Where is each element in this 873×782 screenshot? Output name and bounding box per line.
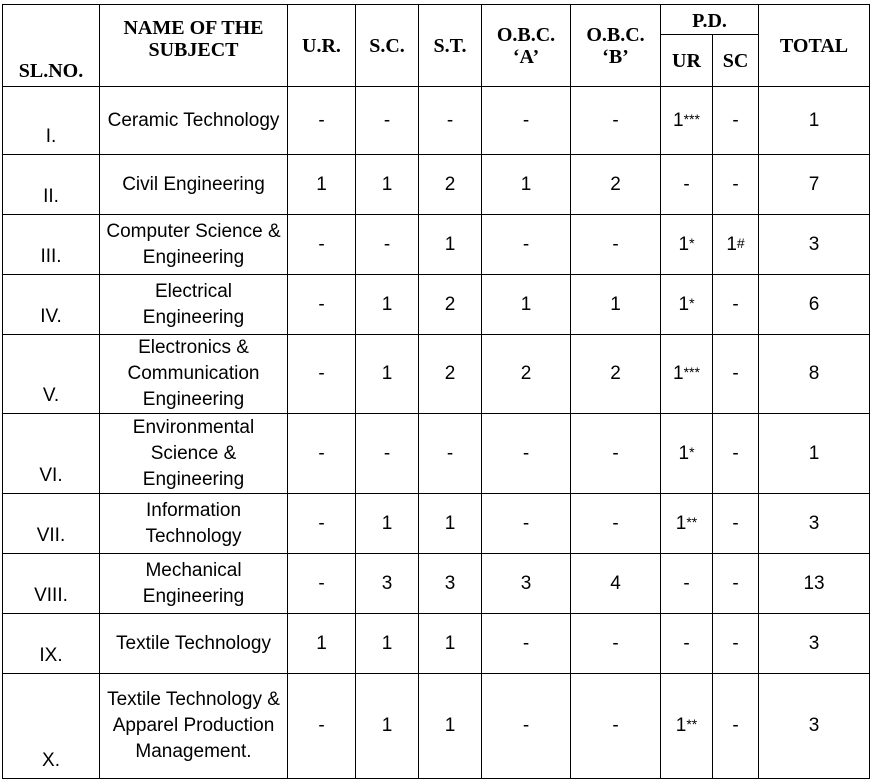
cell-obc-b: 2 (571, 155, 661, 215)
cell-sl-no: VI. (3, 414, 100, 494)
cell-ur: - (288, 414, 356, 494)
cell-st: 2 (419, 275, 482, 335)
table-row (3, 554, 870, 614)
cell-st: 2 (419, 155, 482, 215)
cell-total: 3 (759, 494, 870, 554)
table-header (3, 5, 870, 87)
cell-pd-sc: - (713, 87, 759, 155)
table-row (3, 414, 870, 494)
table-row (3, 335, 870, 414)
cell-obc-b: 2 (571, 335, 661, 414)
cell-subject: Textile Technology & Apparel Production Management. (100, 674, 288, 779)
table-row (3, 494, 870, 554)
cell-obc-b: - (571, 414, 661, 494)
cell-pd-ur: 1* (661, 275, 713, 335)
cell-subject: Textile Technology (100, 614, 288, 674)
cell-total: 3 (759, 614, 870, 674)
cell-subject: Ceramic Technology (100, 87, 288, 155)
cell-ur: - (288, 215, 356, 275)
cell-ur: - (288, 275, 356, 335)
cell-total: 8 (759, 335, 870, 414)
cell-sl-no: X. (3, 674, 100, 779)
cell-obc-a: - (482, 614, 571, 674)
cell-sl-no: IV. (3, 275, 100, 335)
cell-subject: Electrical Engineering (100, 275, 288, 335)
cell-obc-a: 1 (482, 155, 571, 215)
table-row (3, 275, 870, 335)
header-sc: S.C. (356, 5, 419, 87)
cell-pd-sc: - (713, 414, 759, 494)
cell-total: 13 (759, 554, 870, 614)
cell-obc-b: - (571, 215, 661, 275)
table-row (3, 155, 870, 215)
header-pd: P.D. (661, 5, 759, 35)
cell-st: - (419, 414, 482, 494)
cell-subject: Computer Science & Engineering (100, 215, 288, 275)
cell-pd-ur: 1*** (661, 335, 713, 414)
cell-ur: - (288, 335, 356, 414)
cell-total: 7 (759, 155, 870, 215)
cell-pd-ur: 1** (661, 494, 713, 554)
cell-obc-b: 4 (571, 554, 661, 614)
cell-obc-b: - (571, 494, 661, 554)
table-row (3, 614, 870, 674)
table-row (3, 674, 870, 779)
cell-st: 1 (419, 614, 482, 674)
cell-ur: - (288, 554, 356, 614)
header-pd-ur: UR (661, 35, 713, 87)
cell-obc-b: - (571, 674, 661, 779)
cell-pd-sc: - (713, 275, 759, 335)
cell-ur: - (288, 674, 356, 779)
cell-pd-ur: 1** (661, 674, 713, 779)
cell-pd-ur: 1* (661, 215, 713, 275)
cell-obc-b: - (571, 614, 661, 674)
seat-distribution-table (2, 4, 870, 779)
cell-subject: Environmental Science & Engineering (100, 414, 288, 494)
cell-sc: - (356, 414, 419, 494)
cell-pd-sc: - (713, 674, 759, 779)
cell-obc-a: - (482, 215, 571, 275)
cell-sl-no: IX. (3, 614, 100, 674)
cell-total: 1 (759, 414, 870, 494)
cell-pd-sc: - (713, 554, 759, 614)
cell-sc: 1 (356, 614, 419, 674)
cell-ur: - (288, 87, 356, 155)
cell-sl-no: III. (3, 215, 100, 275)
cell-st: 2 (419, 335, 482, 414)
cell-pd-ur: 1* (661, 414, 713, 494)
cell-obc-b: - (571, 87, 661, 155)
cell-st: 3 (419, 554, 482, 614)
cell-obc-a: 1 (482, 275, 571, 335)
cell-pd-sc: 1# (713, 215, 759, 275)
cell-obc-a: - (482, 674, 571, 779)
header-pd-sc: SC (713, 35, 759, 87)
cell-pd-ur: - (661, 614, 713, 674)
cell-pd-ur: 1*** (661, 87, 713, 155)
cell-subject: Mechanical Engineering (100, 554, 288, 614)
cell-obc-a: - (482, 87, 571, 155)
cell-subject: Civil Engineering (100, 155, 288, 215)
cell-total: 1 (759, 87, 870, 155)
header-obc-b: O.B.C. ‘B’ (571, 5, 661, 87)
cell-ur: - (288, 494, 356, 554)
table-row (3, 87, 870, 155)
header-obc-a: O.B.C. ‘A’ (482, 5, 571, 87)
cell-st: - (419, 87, 482, 155)
cell-total: 3 (759, 215, 870, 275)
cell-obc-a: 2 (482, 335, 571, 414)
header-st: S.T. (419, 5, 482, 87)
cell-obc-b: 1 (571, 275, 661, 335)
table-row (3, 215, 870, 275)
cell-pd-ur: - (661, 155, 713, 215)
cell-pd-sc: - (713, 494, 759, 554)
cell-sl-no: V. (3, 335, 100, 414)
cell-sc: 1 (356, 155, 419, 215)
cell-sc: 1 (356, 335, 419, 414)
cell-st: 1 (419, 215, 482, 275)
cell-st: 1 (419, 674, 482, 779)
cell-obc-a: - (482, 494, 571, 554)
header-subject: NAME OF THE SUBJECT (100, 5, 288, 87)
cell-ur: 1 (288, 155, 356, 215)
cell-subject: Information Technology (100, 494, 288, 554)
cell-pd-sc: - (713, 614, 759, 674)
cell-sl-no: VII. (3, 494, 100, 554)
cell-sc: - (356, 215, 419, 275)
header-total: TOTAL (759, 5, 870, 87)
header-ur: U.R. (288, 5, 356, 87)
table-body (3, 87, 870, 779)
cell-subject: Electronics & Communication Engineering (100, 335, 288, 414)
cell-sl-no: VIII. (3, 554, 100, 614)
cell-pd-sc: - (713, 335, 759, 414)
cell-ur: 1 (288, 614, 356, 674)
cell-sl-no: I. (3, 87, 100, 155)
cell-st: 1 (419, 494, 482, 554)
cell-pd-ur: - (661, 554, 713, 614)
cell-sc: - (356, 87, 419, 155)
header-sl-no: SL.NO. (3, 5, 100, 87)
cell-sc: 3 (356, 554, 419, 614)
cell-sc: 1 (356, 275, 419, 335)
cell-sc: 1 (356, 494, 419, 554)
cell-obc-a: 3 (482, 554, 571, 614)
cell-obc-a: - (482, 414, 571, 494)
cell-pd-sc: - (713, 155, 759, 215)
cell-sl-no: II. (3, 155, 100, 215)
cell-sc: 1 (356, 674, 419, 779)
cell-total: 3 (759, 674, 870, 779)
cell-total: 6 (759, 275, 870, 335)
